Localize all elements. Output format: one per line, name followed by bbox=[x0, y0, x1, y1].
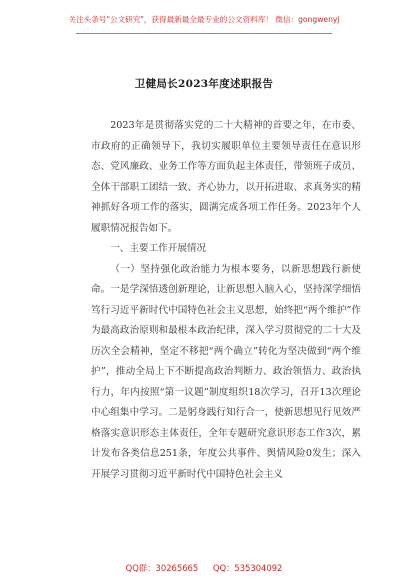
footer-qq-group: QQ群：30265665 bbox=[125, 563, 199, 573]
document-body bbox=[91, 116, 361, 485]
footer-qq-number: QQ：535304092 bbox=[212, 563, 283, 573]
body-paragraph-politics: （一）坚持强化政治能力为根本要务，以新思想践行新使命。一是学深悟透创新理论，让新思想入脑入心，坚持深学细悟笃行习近平新时代中国特色社会主义思想，始终把“两个维护”作为最高政治原则和最根本政治纪律，深入学习贯彻党的二十大及历次全会精神，坚定不移把“两个确立”转化为坚决做到“两个维护”，推动全局上下不断提高政治判断力、政治领悟力、政治执行力，年内按照“第一议题”制度组织18次学习，召开13次理论中心组集中学习。二是躬身践行知行合一，使新思想见行见效严格落实意识形态主体责任，全年专题研究意识形态工作3次，累计发布各类信息251条，年度公共事件、舆情风险0发生；深入开展学习贯彻习近平新时代中国特色社会主义 bbox=[91, 263, 361, 480]
document-title: 卫健局长2023年度述职报告 bbox=[134, 78, 274, 90]
header-banner: 关注头条号"公文研究"，获得最新最全最专业的公文资料库！ 微信：gongwenyj bbox=[68, 15, 340, 24]
section-heading: 一、主要工作开展情况 bbox=[110, 243, 207, 254]
header-divider bbox=[76, 33, 332, 34]
footer-contact bbox=[0, 560, 408, 580]
body-paragraph-intro: 2023年是贯彻落实党的二十大精神的首要之年，在市委、市政府的正确领导下，我切实履职单位主要领导责任在意识形态、党风廉政、业务工作等方面负起主体责任，带领班子成员、全体干部职工团结一致、齐心协力，以开拓进取、求真务实的精神抓好各项工作的落实，圆满完成各项工作任务。2023年个人履职情况报告如下。 bbox=[91, 120, 361, 234]
